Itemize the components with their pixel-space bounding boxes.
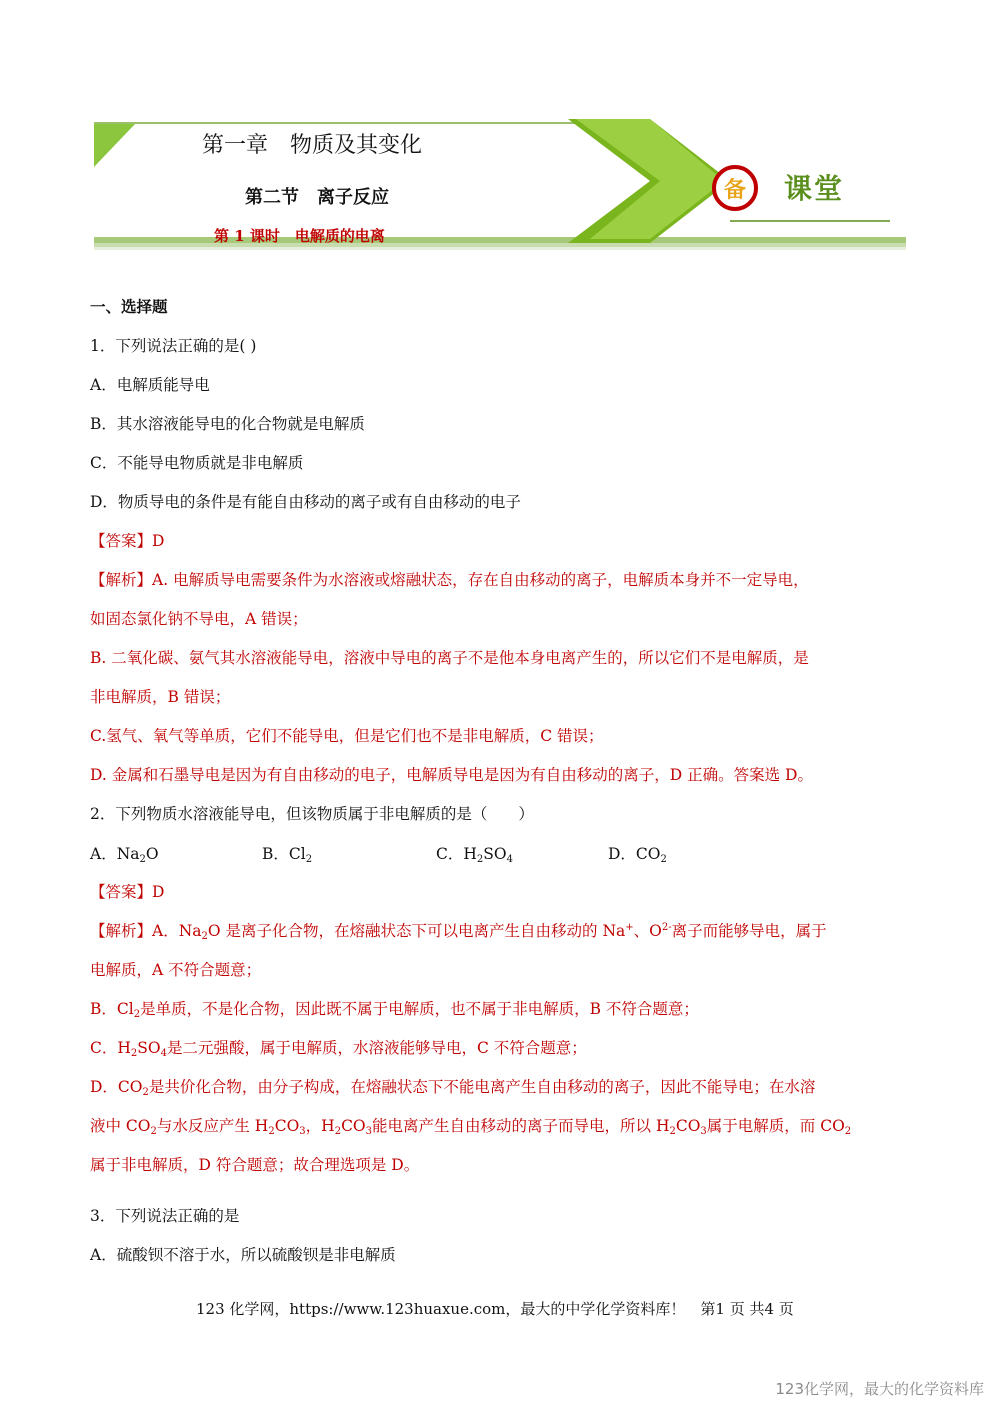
q1-stem: 1．下列说法正确的是( ) [90, 337, 257, 355]
q2-analysis-1: 【解析】A．$Na_2O$ 是离子化合物，在熔融状态下可以电离产生自由移动的 Na+、$O^{2-}$离子而能够导电，属于 [90, 922, 827, 942]
q2-option-d: D．$CO_2$ [608, 845, 667, 865]
q1-answer [90, 530, 164, 552]
q1-analysis-5: C.氢气、氧气等单质，它们不能导电，但是它们也不是非电解质，C 错误； [90, 727, 604, 745]
answer-value: D [152, 883, 165, 901]
badge-text: 课堂 [784, 172, 845, 205]
q2-analysis-3: B．$Cl_2$是单质，不是化合物，因此既不属于电解质，也不属于非电解质，B 不符合题意； [90, 1000, 699, 1020]
q1-option-a: A．电解质能导电 [90, 376, 210, 394]
q1-analysis-3: B. 二氧化碳、氨气其水溶液能导电，溶液中导电的离子不是他本身电离产生的，所以它们不是电解质，是 [90, 649, 809, 667]
q1-analysis-4: 非电解质，B 错误； [90, 688, 231, 706]
analysis-text: A. 电解质导电需要条件为水溶液或熔融状态，存在自由移动的离子，电解质本身并不一定导电， [152, 571, 809, 589]
q1-option-b: B．其水溶液能导电的化合物就是电解质 [90, 415, 365, 433]
q2-stem: 2．下列物质水溶液能导电，但该物质属于非电解质的是（ ） [90, 805, 534, 823]
q2-analysis-5: D．$CO_2$是共价化合物，由分子构成，在熔融状态下不能电离产生自由移动的离子，因此不能导电；在水溶 [90, 1078, 816, 1098]
q2-analysis-4: C．$H_2SO_4$是二元强酸，属于电解质，水溶液能够导电，C 不符合题意； [90, 1039, 587, 1059]
header-banner [90, 115, 910, 260]
q1-option-c: C．不能导电物质就是非电解质 [90, 454, 304, 472]
q1-analysis-1 [90, 569, 809, 591]
section-title: 第二节 离子反应 [245, 187, 389, 208]
q2-option-a: A．$Na_2O$ [90, 845, 159, 865]
q3-option-a: A．硫酸钡不溶于水，所以硫酸钡是非电解质 [90, 1246, 396, 1264]
analysis-label: 【解析】 [90, 571, 153, 589]
analysis-label: 【解析】 [90, 922, 153, 940]
q2-analysis-2: 电解质，A 不符合题意； [90, 961, 262, 979]
answer-label: 【答案】 [90, 532, 153, 550]
q1-analysis-6: D. 金属和石墨导电是因为有自由移动的电子，电解质导电是因为有自由移动的离子，D 正确。答案选 D。 [90, 766, 813, 784]
chapter-title: 第一章 物质及其变化 [202, 133, 423, 158]
q2-answer [90, 881, 164, 903]
lesson-title: 第 1 课时 电解质的电离 [214, 227, 385, 245]
q2-analysis-6: 液中 $CO_2$与水反应产生 $H_2CO_3$，$H_2CO_3$能电离产生自由移动的离子而导电，所以 $H_2CO_3$属于电解质，而 $CO_2$ [90, 1117, 852, 1137]
q1-analysis-2: 如固态氯化钠不导电，A 错误； [90, 610, 308, 628]
q3-stem: 3．下列说法正确的是 [90, 1207, 240, 1225]
q2-analysis-7: 属于非电解质，D 符合题意；故合理选项是 D。 [90, 1156, 420, 1174]
section-heading: 一、选择题 [90, 297, 168, 316]
q2-option-b: B．$Cl_2$ [262, 845, 313, 865]
answer-label: 【答案】 [90, 883, 153, 901]
q1-option-d: D．物质导电的条件是有能自由移动的离子或有自由移动的电子 [90, 493, 521, 511]
page-footer: 123 化学网，https://www.123huaxue.com，最大的中学化学资料库！ 第1 页 共4 页 [196, 1300, 794, 1318]
badge-circle [712, 165, 758, 211]
badge-char: 备 [723, 177, 746, 203]
answer-value: D [152, 532, 165, 550]
q2-option-c: C．$H_2SO_4$ [436, 845, 513, 865]
watermark: 123化学网，最大的化学资料库 [775, 1380, 984, 1398]
